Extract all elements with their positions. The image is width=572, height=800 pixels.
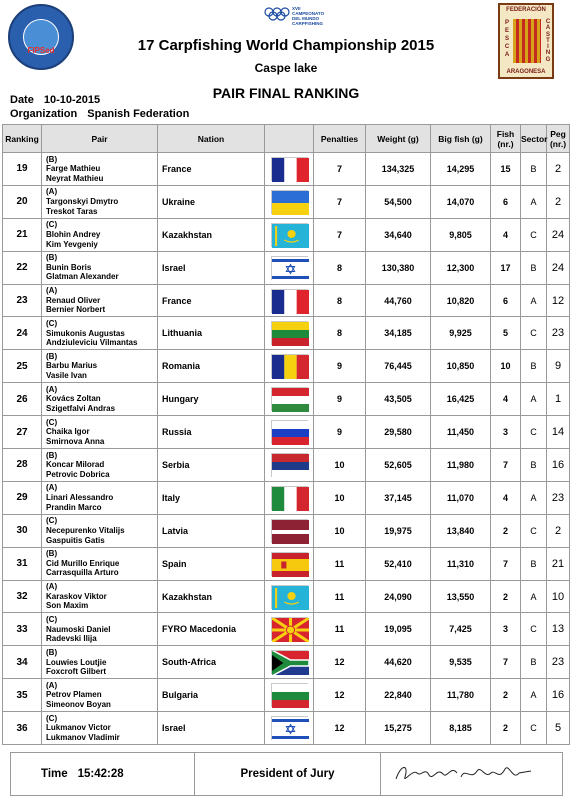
flag-cell [265, 350, 314, 383]
nation-cell: South-Africa [158, 646, 265, 679]
nation-cell: France [158, 284, 265, 317]
weight-cell: 52,605 [366, 449, 431, 482]
fish-cell: 7 [491, 646, 521, 679]
pair-group: (B) [46, 450, 58, 460]
table-row [3, 350, 570, 383]
pair-cell [42, 613, 158, 646]
rank-cell: 36 [3, 712, 42, 745]
rank-cell: 21 [3, 218, 42, 251]
rank-cell: 30 [3, 514, 42, 547]
pair-group: (C) [46, 417, 58, 427]
penalties-cell: 12 [314, 679, 366, 712]
pair-cell [42, 449, 158, 482]
peg-cell: 2 [547, 153, 570, 186]
pair-group: (C) [46, 516, 58, 526]
big-fish-cell: 11,980 [431, 449, 491, 482]
rings-icon [264, 6, 290, 22]
pair-member-2: Andziuleviciu Vilmantas [46, 338, 138, 348]
flag-cell [265, 383, 314, 416]
weight-cell: 37,145 [366, 481, 431, 514]
fish-cell: 2 [491, 514, 521, 547]
big-fish-cell: 9,925 [431, 317, 491, 350]
flag-cell [265, 185, 314, 218]
nation-cell: Israel [158, 712, 265, 745]
peg-cell: 24 [547, 251, 570, 284]
rank-cell: 29 [3, 481, 42, 514]
weight-cell: 52,410 [366, 547, 431, 580]
nation-cell: Russia [158, 416, 265, 449]
pair-member-2: Glatman Alexander [46, 272, 119, 282]
sector-cell: B [521, 646, 547, 679]
flag-cell [265, 514, 314, 547]
sector-cell: B [521, 153, 547, 186]
nation-cell: Italy [158, 481, 265, 514]
italy-flag-icon [271, 486, 308, 510]
pair-member-1: Koncar Milorad [46, 460, 105, 470]
southafrica-flag-icon [271, 650, 308, 674]
pair-member-1: Karaskov Viktor [46, 591, 107, 601]
fish-cell: 3 [491, 416, 521, 449]
fish-cell: 3 [491, 613, 521, 646]
russia-flag-icon [271, 420, 308, 444]
flag-cell [265, 218, 314, 251]
pair-cell [42, 416, 158, 449]
israel-flag-icon [271, 256, 308, 280]
fish-cell: 6 [491, 185, 521, 218]
table-row [3, 284, 570, 317]
fipsed-logo-text: FIPSed [27, 46, 55, 55]
nation-cell: Lithuania [158, 317, 265, 350]
nation-cell: Kazakhstan [158, 218, 265, 251]
fish-cell: 6 [491, 284, 521, 317]
pair-member-1: Renaud Oliver [46, 295, 101, 305]
penalties-cell: 12 [314, 646, 366, 679]
pair-member-2: Prandin Marco [46, 502, 102, 512]
fish-cell: 7 [491, 547, 521, 580]
pair-group: (C) [46, 220, 58, 230]
nation-cell: FYRO Macedonia [158, 613, 265, 646]
pair-group: (B) [46, 253, 58, 263]
pair-member-1: Farge Mathieu [46, 164, 101, 174]
peg-cell: 14 [547, 416, 570, 449]
pair-member-2: Radevski Ilija [46, 634, 97, 644]
pair-cell [42, 350, 158, 383]
rank-cell: 31 [3, 547, 42, 580]
pair-member-2: Foxcroft Gilbert [46, 667, 107, 677]
flag-cell [265, 679, 314, 712]
flag-cell [265, 712, 314, 745]
big-fish-cell: 14,295 [431, 153, 491, 186]
sector-cell: B [521, 547, 547, 580]
pair-member-2: Treskot Taras [46, 206, 98, 216]
col-fish: Fish (nr.) [491, 125, 521, 153]
weight-cell: 22,840 [366, 679, 431, 712]
table-row [3, 547, 570, 580]
big-fish-cell: 13,550 [431, 580, 491, 613]
pair-group: (B) [46, 351, 58, 361]
big-fish-cell: 11,070 [431, 481, 491, 514]
flag-cell [265, 547, 314, 580]
pair-member-2: Lukmanov Vladimir [46, 732, 120, 742]
fish-cell: 10 [491, 350, 521, 383]
nation-cell: Serbia [158, 449, 265, 482]
peg-cell: 2 [547, 185, 570, 218]
table-row [3, 185, 570, 218]
pair-member-1: Targonskyi Dmytro [46, 197, 119, 207]
signature [381, 753, 562, 795]
sector-cell: C [521, 416, 547, 449]
signature-icon [391, 759, 541, 789]
pair-cell [42, 317, 158, 350]
penalties-cell: 7 [314, 218, 366, 251]
championship-logo-text: XVII CAMPEONATO DEL MUNDO CARPFISHING [292, 6, 325, 26]
kazakhstan-flag-icon [271, 223, 308, 247]
pair-group: (A) [46, 582, 58, 592]
latvia-flag-icon [271, 519, 308, 543]
pair-cell [42, 251, 158, 284]
pair-member-1: Simukonis Augustas [46, 328, 125, 338]
pair-member-2: Son Maxim [46, 601, 89, 611]
nation-cell: Kazakhstan [158, 580, 265, 613]
sector-cell: A [521, 679, 547, 712]
weight-cell: 44,760 [366, 284, 431, 317]
pair-member-1: Kovács Zoltan [46, 394, 101, 404]
pair-member-2: Kim Yevgeniy [46, 239, 98, 249]
fish-cell: 4 [491, 481, 521, 514]
big-fish-cell: 9,805 [431, 218, 491, 251]
peg-cell: 9 [547, 350, 570, 383]
pair-cell [42, 218, 158, 251]
weight-cell: 44,620 [366, 646, 431, 679]
penalties-cell: 11 [314, 613, 366, 646]
penalties-cell: 9 [314, 350, 366, 383]
big-fish-cell: 12,300 [431, 251, 491, 284]
macedonia-flag-icon [271, 617, 308, 641]
pair-member-1: Bunin Boris [46, 262, 92, 272]
weight-cell: 24,090 [366, 580, 431, 613]
rank-cell: 25 [3, 350, 42, 383]
pair-member-2: Vasile Ivan [46, 371, 87, 381]
sector-cell: C [521, 218, 547, 251]
weight-cell: 54,500 [366, 185, 431, 218]
big-fish-cell: 10,850 [431, 350, 491, 383]
pair-group: (B) [46, 647, 58, 657]
col-peg: Peg (nr.) [547, 125, 570, 153]
fish-cell: 15 [491, 153, 521, 186]
pair-cell [42, 547, 158, 580]
rank-cell: 20 [3, 185, 42, 218]
col-penalties: Penalties [314, 125, 366, 153]
flag-cell [265, 613, 314, 646]
flag-cell [265, 449, 314, 482]
pair-cell [42, 383, 158, 416]
pair-member-2: Carrasquilla Arturo [46, 568, 119, 578]
fish-cell: 2 [491, 712, 521, 745]
weight-cell: 15,275 [366, 712, 431, 745]
pair-group: (A) [46, 680, 58, 690]
nation-cell: Romania [158, 350, 265, 383]
table-row [3, 481, 570, 514]
sector-cell: A [521, 481, 547, 514]
col-weight: Weight (g) [366, 125, 431, 153]
fish-cell: 17 [491, 251, 521, 284]
peg-cell: 10 [547, 580, 570, 613]
col-pair: Pair [42, 125, 158, 153]
ranking-table [2, 124, 570, 745]
penalties-cell: 9 [314, 383, 366, 416]
col-big-fish: Big fish (g) [431, 125, 491, 153]
pair-member-2: Neyrat Mathieu [46, 173, 104, 183]
fish-cell: 2 [491, 679, 521, 712]
big-fish-cell: 7,425 [431, 613, 491, 646]
sector-cell: C [521, 514, 547, 547]
flag-cell [265, 317, 314, 350]
pair-member-2: Petrovic Dobrica [46, 469, 110, 479]
table-row [3, 580, 570, 613]
weight-cell: 34,640 [366, 218, 431, 251]
penalties-cell: 12 [314, 712, 366, 745]
pair-member-1: Louwies Loutjie [46, 657, 107, 667]
table-row [3, 153, 570, 186]
pair-cell [42, 646, 158, 679]
peg-cell: 23 [547, 481, 570, 514]
pair-cell [42, 514, 158, 547]
pair-member-1: Linari Alessandro [46, 493, 114, 503]
pair-cell [42, 185, 158, 218]
table-row [3, 646, 570, 679]
weight-cell: 130,380 [366, 251, 431, 284]
table-row [3, 251, 570, 284]
ukraine-flag-icon [271, 190, 308, 214]
rank-cell: 24 [3, 317, 42, 350]
rank-cell: 28 [3, 449, 42, 482]
spain-flag-icon [271, 552, 308, 576]
peg-cell: 1 [547, 383, 570, 416]
pair-cell [42, 284, 158, 317]
penalties-cell: 8 [314, 317, 366, 350]
col-nation: Nation [158, 125, 265, 153]
pair-member-1: Necepurenko Vitalijs [46, 525, 125, 535]
penalties-cell: 10 [314, 481, 366, 514]
table-row [3, 317, 570, 350]
peg-cell: 16 [547, 449, 570, 482]
big-fish-cell: 11,450 [431, 416, 491, 449]
romania-flag-icon [271, 354, 308, 378]
pair-group: (C) [46, 319, 58, 328]
big-fish-cell: 10,820 [431, 284, 491, 317]
pair-member-2: Smirnova Anna [46, 436, 105, 446]
weight-cell: 34,185 [366, 317, 431, 350]
rank-cell: 22 [3, 251, 42, 284]
big-fish-cell: 8,185 [431, 712, 491, 745]
pair-member-1: Lukmanov Victor [46, 723, 111, 733]
nation-cell: France [158, 153, 265, 186]
penalties-cell: 9 [314, 416, 366, 449]
flag-cell [265, 481, 314, 514]
peg-cell: 16 [547, 679, 570, 712]
nation-cell: Latvia [158, 514, 265, 547]
weight-cell: 19,095 [366, 613, 431, 646]
fish-cell: 4 [491, 383, 521, 416]
table-row [3, 712, 570, 745]
pair-member-2: Szigetfalvi Andras [46, 403, 116, 413]
penalties-cell: 10 [314, 514, 366, 547]
pair-cell [42, 679, 158, 712]
penalties-cell: 8 [314, 251, 366, 284]
nation-cell: Hungary [158, 383, 265, 416]
pair-group: (B) [46, 154, 58, 164]
sector-cell: A [521, 284, 547, 317]
page-title: 17 Carpfishing World Championship 2015 [137, 37, 435, 54]
big-fish-cell: 14,070 [431, 185, 491, 218]
fish-cell: 7 [491, 449, 521, 482]
rank-cell: 33 [3, 613, 42, 646]
jury-label: President of Jury [195, 753, 381, 795]
weight-cell: 29,580 [366, 416, 431, 449]
peg-cell: 21 [547, 547, 570, 580]
pair-member-1: Barbu Marius [46, 361, 98, 371]
table-header-row [3, 125, 570, 153]
pair-member-1: Chaika Igor [46, 427, 90, 437]
big-fish-cell: 13,840 [431, 514, 491, 547]
col-sector: Sector [521, 125, 547, 153]
pair-member-2: Simeonov Boyan [46, 699, 111, 709]
big-fish-cell: 11,310 [431, 547, 491, 580]
pair-group: (A) [46, 384, 58, 394]
penalties-cell: 10 [314, 449, 366, 482]
hungary-flag-icon [271, 387, 308, 411]
peg-cell: 5 [547, 712, 570, 745]
france-flag-icon [271, 157, 308, 181]
israel-flag-icon [271, 716, 308, 740]
bulgaria-flag-icon [271, 683, 308, 707]
pair-group: (A) [46, 187, 58, 197]
penalties-cell: 11 [314, 547, 366, 580]
serbia-flag-icon [271, 453, 308, 477]
peg-cell: 24 [547, 218, 570, 251]
flag-cell [265, 580, 314, 613]
lithuania-flag-icon [271, 321, 308, 345]
flag-cell [265, 251, 314, 284]
rank-cell: 23 [3, 284, 42, 317]
peg-cell: 2 [547, 514, 570, 547]
kazakhstan-flag-icon [271, 585, 308, 609]
rank-cell: 27 [3, 416, 42, 449]
nation-cell: Israel [158, 251, 265, 284]
flag-cell [265, 284, 314, 317]
championship-logo [264, 6, 324, 32]
table-row [3, 383, 570, 416]
table-row [3, 679, 570, 712]
fish-cell: 4 [491, 218, 521, 251]
fish-cell: 5 [491, 317, 521, 350]
date-line: Date 10-10-2015 [10, 94, 101, 106]
sector-cell: A [521, 185, 547, 218]
table-row [3, 449, 570, 482]
big-fish-cell: 9,535 [431, 646, 491, 679]
flag-cell [265, 416, 314, 449]
nation-cell: Spain [158, 547, 265, 580]
sector-cell: C [521, 712, 547, 745]
nation-cell: Ukraine [158, 185, 265, 218]
footer [10, 752, 563, 796]
pair-cell [42, 712, 158, 745]
peg-cell: 12 [547, 284, 570, 317]
weight-cell: 76,445 [366, 350, 431, 383]
penalties-cell: 8 [314, 284, 366, 317]
pair-cell [42, 153, 158, 186]
col-ranking: Ranking [3, 125, 42, 153]
rank-cell: 19 [3, 153, 42, 186]
penalties-cell: 11 [314, 580, 366, 613]
pair-group: (A) [46, 286, 58, 296]
rank-cell: 34 [3, 646, 42, 679]
weight-cell: 43,505 [366, 383, 431, 416]
col-flag [265, 125, 314, 153]
report-title: PAIR FINAL RANKING [212, 85, 360, 101]
sector-cell: B [521, 449, 547, 482]
rank-cell: 35 [3, 679, 42, 712]
pair-cell [42, 481, 158, 514]
flag-cell [265, 646, 314, 679]
penalties-cell: 7 [314, 153, 366, 186]
peg-cell: 23 [547, 317, 570, 350]
pair-member-1: Naumoski Daniel [46, 624, 111, 634]
peg-cell: 23 [547, 646, 570, 679]
weight-cell: 19,975 [366, 514, 431, 547]
pair-group: (C) [46, 713, 58, 723]
penalties-cell: 7 [314, 185, 366, 218]
big-fish-cell: 11,780 [431, 679, 491, 712]
pair-cell [42, 580, 158, 613]
pair-group: (A) [46, 483, 58, 493]
table-row [3, 613, 570, 646]
fish-cell: 2 [491, 580, 521, 613]
sector-cell: C [521, 317, 547, 350]
sector-cell: B [521, 251, 547, 284]
rank-cell: 32 [3, 580, 42, 613]
pair-group: (B) [46, 549, 58, 559]
weight-cell: 134,325 [366, 153, 431, 186]
table-row [3, 416, 570, 449]
pair-member-2: Bernier Norbert [46, 305, 106, 315]
big-fish-cell: 16,425 [431, 383, 491, 416]
pair-member-1: Cid Murillo Enrique [46, 558, 120, 568]
table-row [3, 218, 570, 251]
table-row [3, 514, 570, 547]
pair-member-1: Petrov Plamen [46, 690, 102, 700]
rank-cell: 26 [3, 383, 42, 416]
time-field: Time 15:42:28 [11, 753, 195, 795]
pair-member-2: Gaspuitis Gatis [46, 535, 105, 545]
peg-cell: 13 [547, 613, 570, 646]
venue: Caspe lake [254, 61, 318, 75]
federacion-aragonesa-logo: FEDERACIÓN P E S C A C A S T I N G ARAGONESA [498, 3, 554, 79]
sector-cell: A [521, 580, 547, 613]
organization-line: Organization Spanish Federation [10, 108, 190, 120]
flag-cell [265, 153, 314, 186]
sector-cell: B [521, 350, 547, 383]
sector-cell: C [521, 613, 547, 646]
pair-member-1: Blohin Andrey [46, 229, 101, 239]
pair-group: (C) [46, 615, 58, 625]
sector-cell: A [521, 383, 547, 416]
france-flag-icon [271, 289, 308, 313]
nation-cell: Bulgaria [158, 679, 265, 712]
